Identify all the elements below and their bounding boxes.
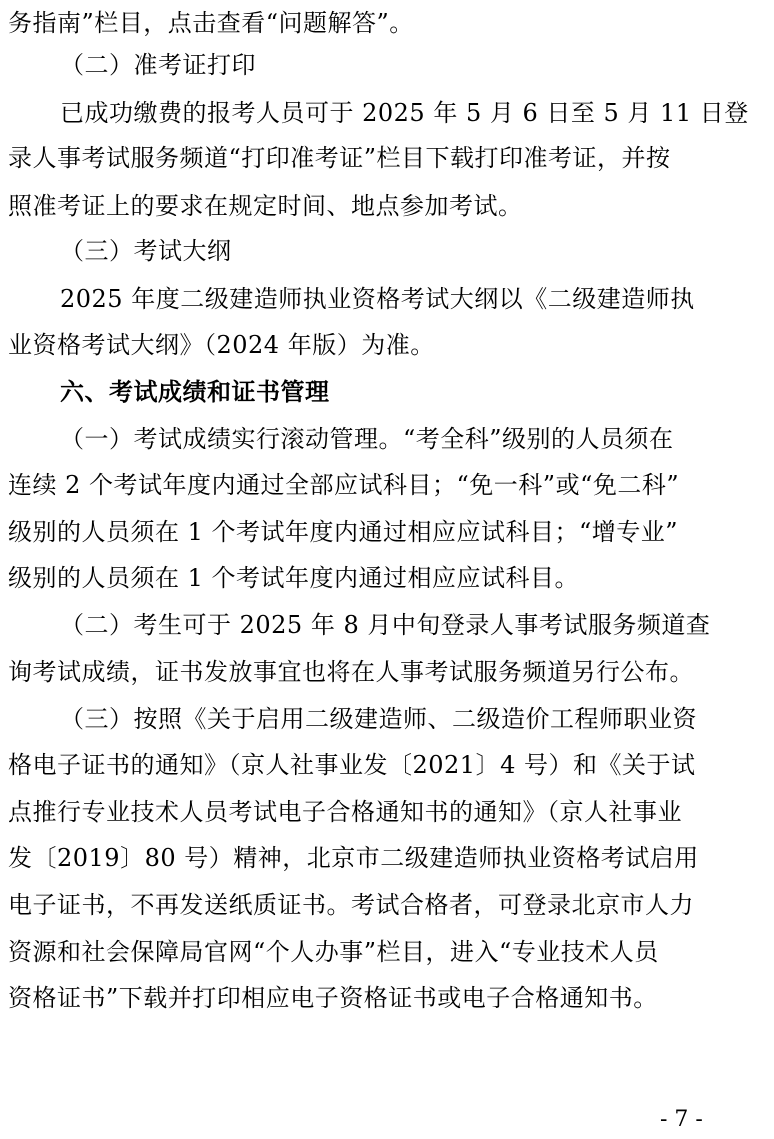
paragraph-line: 询考试成绩，证书发放事宜也将在人事考试服务频道另行公布。 — [8, 658, 694, 686]
paragraph-line: 录人事考试服务频道“打印准考证”栏目下载打印准考证，并按 — [8, 144, 671, 172]
paragraph-line: （二）考生可于 2025 年 8 月中旬登录人事考试服务频道查 — [60, 611, 711, 639]
paragraph-line: 业资格考试大纲》（2024 年版）为准。 — [8, 331, 435, 359]
paragraph-line: 资源和社会保障局官网“个人办事”栏目，进入“专业技术人员 — [8, 938, 659, 966]
paragraph-line: （三）按照《关于启用二级建造师、二级造价工程师职业资 — [60, 705, 697, 733]
section-heading: （二）准考证打印 — [60, 51, 256, 79]
paragraph-line: 电子证书，不再发送纸质证书。考试合格者，可登录北京市人力 — [8, 891, 694, 919]
chapter-heading: 六、考试成绩和证书管理 — [60, 378, 330, 406]
paragraph-line: 格电子证书的通知》（京人社事业发〔2021〕4 号）和《关于试 — [8, 751, 696, 779]
paragraph-line: 资格证书”下载并打印相应电子资格证书或电子合格通知书。 — [8, 984, 658, 1012]
page-number: - 7 - — [660, 1107, 703, 1132]
paragraph-line: 发〔2019〕80 号）精神，北京市二级建造师执业资格考试启用 — [8, 844, 699, 872]
paragraph-line: 2025 年度二级建造师执业资格考试大纲以《二级建造师执 — [60, 285, 695, 313]
paragraph-line: 级别的人员须在 1 个考试年度内通过相应应试科目；“增专业” — [8, 518, 679, 546]
paragraph-line: 点推行专业技术人员考试电子合格通知书的通知》（京人社事业 — [8, 798, 682, 826]
paragraph-line: 照准考证上的要求在规定时间、地点参加考试。 — [8, 192, 523, 220]
paragraph-line: （一）考试成绩实行滚动管理。“考全科”级别的人员须在 — [60, 425, 674, 453]
paragraph-line: 连续 2 个考试年度内通过全部应试科目；“免一科”或“免二科” — [8, 471, 680, 499]
paragraph-line: 务指南”栏目，点击查看“问题解答”。 — [8, 9, 414, 37]
paragraph-line: 已成功缴费的报考人员可于 2025 年 5 月 6 日至 5 月 11 日登 — [60, 99, 749, 127]
paragraph-line: 级别的人员须在 1 个考试年度内通过相应应试科目。 — [8, 564, 580, 592]
section-heading: （三）考试大纲 — [60, 237, 232, 265]
